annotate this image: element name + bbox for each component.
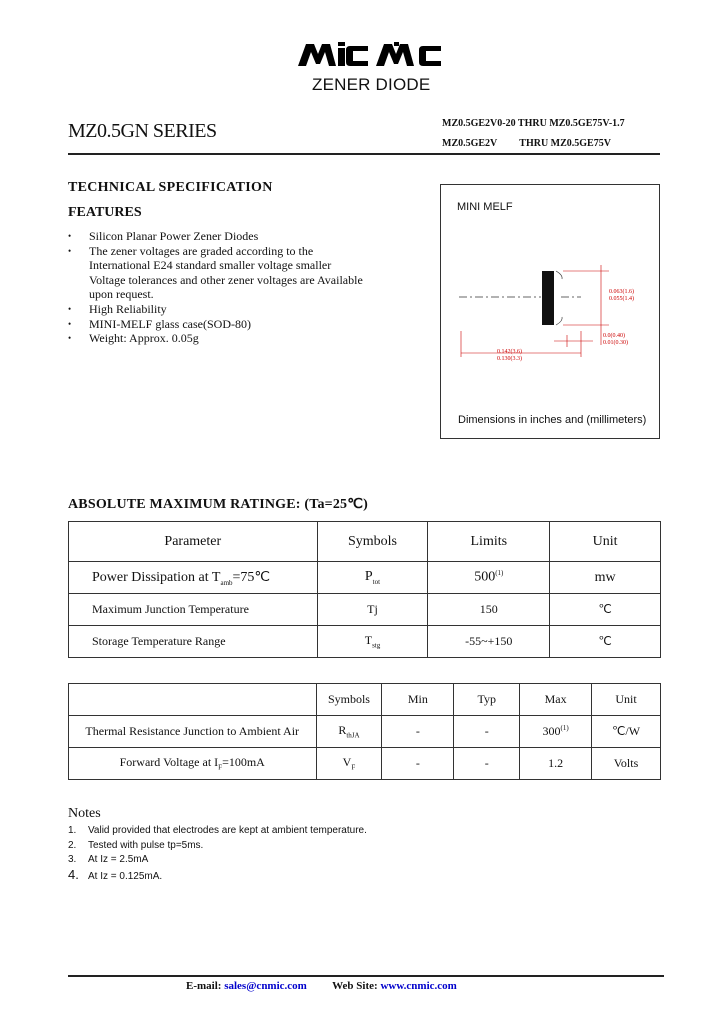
min-cell: - bbox=[382, 716, 454, 748]
note-item: 1. Valid provided that electrodes are kept at ambient temperature. bbox=[68, 825, 367, 836]
footer-contact: E-mail: sales@cnmic.com Web Site: www.cnmic.com bbox=[186, 980, 457, 992]
tech-spec-title: TECHNICAL SPECIFICATION bbox=[68, 180, 273, 195]
symbol-cell: Tj bbox=[317, 594, 428, 626]
package-drawing-box bbox=[440, 184, 660, 439]
header-symbols: Symbols bbox=[317, 522, 428, 562]
header-parameter: Parameter bbox=[69, 522, 318, 562]
symbol-cell: $V_F$ bbox=[316, 748, 382, 780]
feature-item: • High Reliability bbox=[68, 302, 368, 317]
limit-cell: 150 bbox=[428, 594, 550, 626]
website-link[interactable]: www.cnmic.com bbox=[380, 980, 457, 992]
series-title: MZ0.5GN SERIES bbox=[68, 120, 217, 142]
symbol-cell: $P_{tot}$ bbox=[317, 562, 428, 594]
parameter-cell: Maximum Junction Temperature bbox=[69, 594, 318, 626]
document-subtitle: ZENER DIODE bbox=[312, 75, 431, 94]
parameter-cell: Storage Temperature Range bbox=[69, 626, 318, 658]
dimension-note: Dimensions in inches and (millimeters) bbox=[458, 414, 647, 426]
unit-cell: ℃ bbox=[550, 626, 661, 658]
feature-item: • MINI-MELF glass case(SOD-80) bbox=[68, 317, 368, 332]
ratings-title: ABSOLUTE MAXIMUM RATINGE: (Ta=25℃) bbox=[68, 497, 369, 512]
part-range-line-2: MZ0.5GE2V THRU MZ0.5GE75V bbox=[442, 138, 611, 149]
unit-cell: Volts bbox=[592, 748, 661, 780]
table-row bbox=[69, 748, 661, 780]
limit-cell: -55~+150 bbox=[428, 626, 550, 658]
parameter-cell: Forward Voltage at $I_F=100mA$ bbox=[69, 748, 317, 780]
table-header-row bbox=[69, 684, 661, 716]
symbol-cell: $R_{thJA}$ bbox=[316, 716, 382, 748]
typ-cell: - bbox=[454, 748, 520, 780]
ratings-table bbox=[68, 521, 661, 658]
notes-list bbox=[68, 824, 367, 884]
part-range-line-1: MZ0.5GE2V0-20 THRU MZ0.5GE75V-1.7 bbox=[442, 118, 625, 129]
table-row bbox=[69, 594, 661, 626]
unit-cell: mw bbox=[550, 562, 661, 594]
dimension-label-length: 0.142(3.6) 0.130(3.3) bbox=[497, 349, 522, 362]
header-min: Min bbox=[382, 684, 454, 716]
table-row bbox=[69, 626, 661, 658]
table-row bbox=[69, 562, 661, 594]
parameter-cell: Thermal Resistance Junction to Ambient Air bbox=[69, 716, 317, 748]
note-item: 4. At Iz = 0.125mA. bbox=[68, 866, 163, 882]
typ-cell: - bbox=[454, 716, 520, 748]
header-unit: Unit bbox=[592, 684, 661, 716]
notes-title: Notes bbox=[68, 806, 101, 821]
header-limits: Limits bbox=[428, 522, 550, 562]
header-parameter bbox=[69, 684, 317, 716]
table-row bbox=[69, 716, 661, 748]
unit-cell: ℃ bbox=[550, 594, 661, 626]
company-logo bbox=[296, 42, 446, 68]
max-cell: 1.2 bbox=[520, 748, 592, 780]
min-cell: - bbox=[382, 748, 454, 780]
parameter-cell: Power Dissipation at $T_{amb}=75℃$ bbox=[69, 562, 318, 594]
header-typ: Typ bbox=[454, 684, 520, 716]
email-link[interactable]: sales@cnmic.com bbox=[224, 980, 307, 992]
features-title: FEATURES bbox=[68, 205, 142, 220]
header-max: Max bbox=[520, 684, 592, 716]
table-header-row bbox=[69, 522, 661, 562]
symbol-cell: $T_{stg}$ bbox=[317, 626, 428, 658]
features-list bbox=[68, 229, 368, 346]
feature-item: • Silicon Planar Power Zener Diodes bbox=[68, 229, 368, 244]
feature-item: • Weight: Approx. 0.05g bbox=[68, 331, 368, 346]
dimension-label-cap: 0.0(0.40) 0.01(0.30) bbox=[603, 333, 628, 346]
header-divider bbox=[68, 153, 660, 155]
feature-item: • The zener voltages are graded according to the International E24 standard smaller voltage smaller Voltage tolerances and other zener voltages are Available upon request. bbox=[68, 244, 368, 302]
max-cell: 300$^{(1)}$ bbox=[520, 716, 592, 748]
footer-divider bbox=[68, 975, 664, 977]
package-outline-drawing bbox=[441, 185, 661, 440]
dimension-label-diameter: 0.063(1.6) 0.055(1.4) bbox=[609, 289, 634, 302]
package-title: MINI MELF bbox=[457, 201, 513, 213]
unit-cell: ℃/W bbox=[592, 716, 661, 748]
header-symbols: Symbols bbox=[316, 684, 382, 716]
note-item: 2. Tested with pulse tp=5ms. bbox=[68, 839, 204, 851]
characteristics-table bbox=[68, 683, 661, 780]
header-unit: Unit bbox=[550, 522, 661, 562]
limit-cell: 500$^{(1)}$ bbox=[428, 562, 550, 594]
note-item: 3. At Iz = 2.5mA bbox=[68, 854, 149, 865]
